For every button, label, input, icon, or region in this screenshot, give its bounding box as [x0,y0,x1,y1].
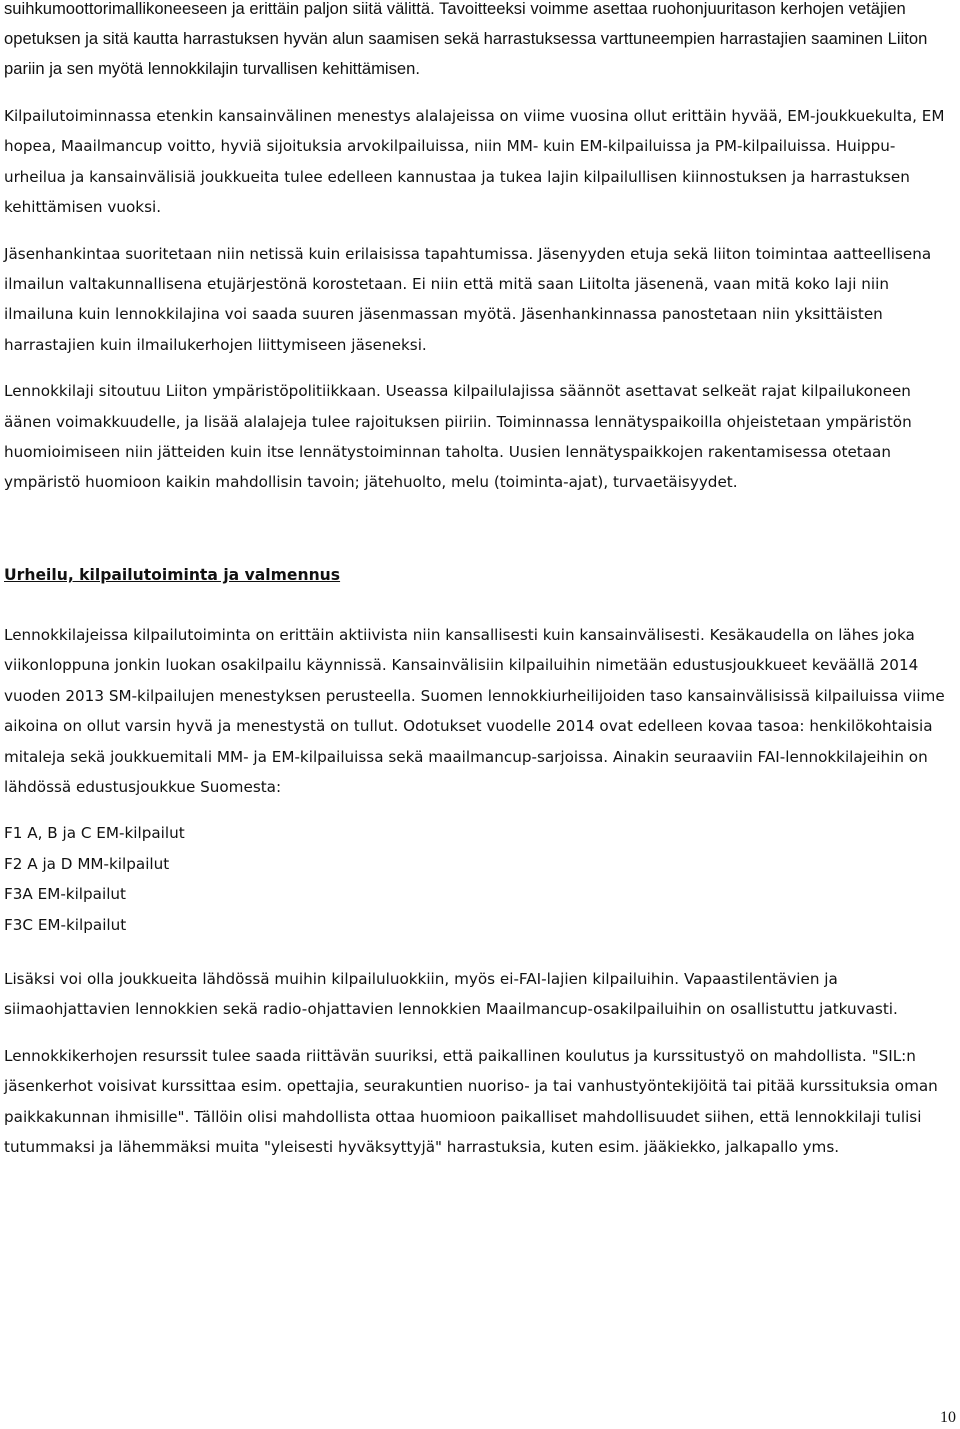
environment-paragraph: Lennokkilaji sitoutuu Liiton ympäristöpolitiikkaan. Useassa kilpailulajissa säännöt asettavat selkeät rajat kilpailukoneen äänen voimakkuudelle, ja lisää alalajeja tulee rajoituksen piiriin. Toiminnassa lennätyspaikoilla ohjeistetaan ympäristön huomioimiseen niin jätteiden kuin itse lennätystoiminnan taholta. Uusien lennätyspaikkojen rakentamisessa otetaan ympäristö huomioon kaikin mahdollisin tavoin; jätehuolto, melu (toiminta-ajat), turvaetäisyydet. [4,382,912,492]
intro-paragraph: suihkumoottorimallikoneeseen ja erittäin paljon siitä välittä. Tavoitteeksi voimme asettaa ruohonjuuritason kerhojen vetäjien opetuksen ja sitä kautta harrastuksen hyvän alun saamisen sekä harrastuksessa varttuneempien harrastajien saaminen Liiton pariin ja sen myötä lennokkilajin turvallisen kehittämisen. [4,0,928,78]
list-item: F3A EM-kilpailut [4,885,126,904]
section-paragraph-3: Lennokkikerhojen resurssit tulee saada riittävän suuriksi, että paikallinen koulutus ja kurssitustyö on mahdollista. "SIL:n jäsenkerhot voisivat kurssittaa esim. opettajia, seurakuntien nuoriso- ja tai vanhustyöntekijöitä tai pitää kurssituksia oman paikkakunnan ihmisille". Tällöin olisi mahdollista ottaa huomioon paikalliset mahdollisuudet siihen, että lennokkilaji tulisi tutummaksi ja lähemmäksi muita "yleisesti hyväksyttyjä" harrastuksia, kuten esim. jääkiekko, jalkapallo yms. [4,1046,938,1156]
list-item: F1 A, B ja C EM-kilpailut [4,824,185,843]
competition-paragraph: Kilpailutoiminnassa etenkin kansainvälinen menestys alalajeissa on viime vuosina ollut erittäin hyvää, EM-joukkuekulta, EM hopea, Maailmancup voitto, hyviä sijoituksia arvokilpailuissa, niin MM- kuin EM-kilpailuissa ja PM-kilpailuissa. Huippu-urheilua ja kansainvälisiä joukkueita tulee edelleen kannustaa ja tukea lajin kilpailullisen kiinnostuksen ja harrastuksen kehittämisen vuoksi. [4,107,945,217]
competition-list [4,818,954,940]
list-item: F3C EM-kilpailut [4,915,127,934]
list-item: F2 A ja D MM-kilpailut [4,854,170,873]
section-heading: Urheilu, kilpailutoiminta ja valmennus [4,565,341,584]
membership-paragraph: Jäsenhankintaa suoritetaan niin netissä kuin erilaisissa tapahtumissa. Jäsenyyden etuja sekä liiton toimintaa aatteellisena ilmailun valtakunnallisena etujärjestönä korostetaan. Ei niin että mitä saan Liitolta jäsenenä, vaan mitä koko laji niin ilmailuna kuin lennokkilajina voi saada suuren jäsenmassan myötä. Jäsenhankinnassa panostetaan niin yksittäisten harrastajien kuin ilmailukerhojen liittymiseen jäseneksi. [4,244,932,354]
document-page [4,0,954,1162]
section-paragraph-2: Lisäksi voi olla joukkueita lähdössä muihin kilpailuluokkiin, myös ei-FAI-lajien kilpailuihin. Vapaastilentävien ja siimaohjattavien lennokkien sekä radio-ohjattavien lennokkien Maailmancup-osakilpailuihin on osallistuttu jatkuvasti. [4,969,898,1019]
page-number: 10 [940,1409,956,1426]
section-paragraph-1: Lennokkilajeissa kilpailutoiminta on erittäin aktiivista niin kansallisesti kuin kansainvälisesti. Kesäkaudella on lähes joka viikonloppuna jonkin luokan osakilpailu käynnissä. Kansainvälisiin kilpailuihin nimetään edustusjoukkueet keväällä 2014 vuoden 2013 SM-kilpailujen menestyksen perusteella. Suomen lennokkiurheilijoiden taso kansainvälisissä kilpailuissa viime aikoina on ollut varsin hyvä ja menestystä on tullut. Odotukset vuodelle 2014 ovat edelleen kovaa tasoa: henkilökohtaisia mitaleja sekä joukkuemitali MM- ja EM-kilpailuissa sekä maailmancup-sarjoissa. Ainakin seuraaviin FAI-lennokkilajeihin on lähdössä edustusjoukkue Suomesta: [4,625,945,796]
